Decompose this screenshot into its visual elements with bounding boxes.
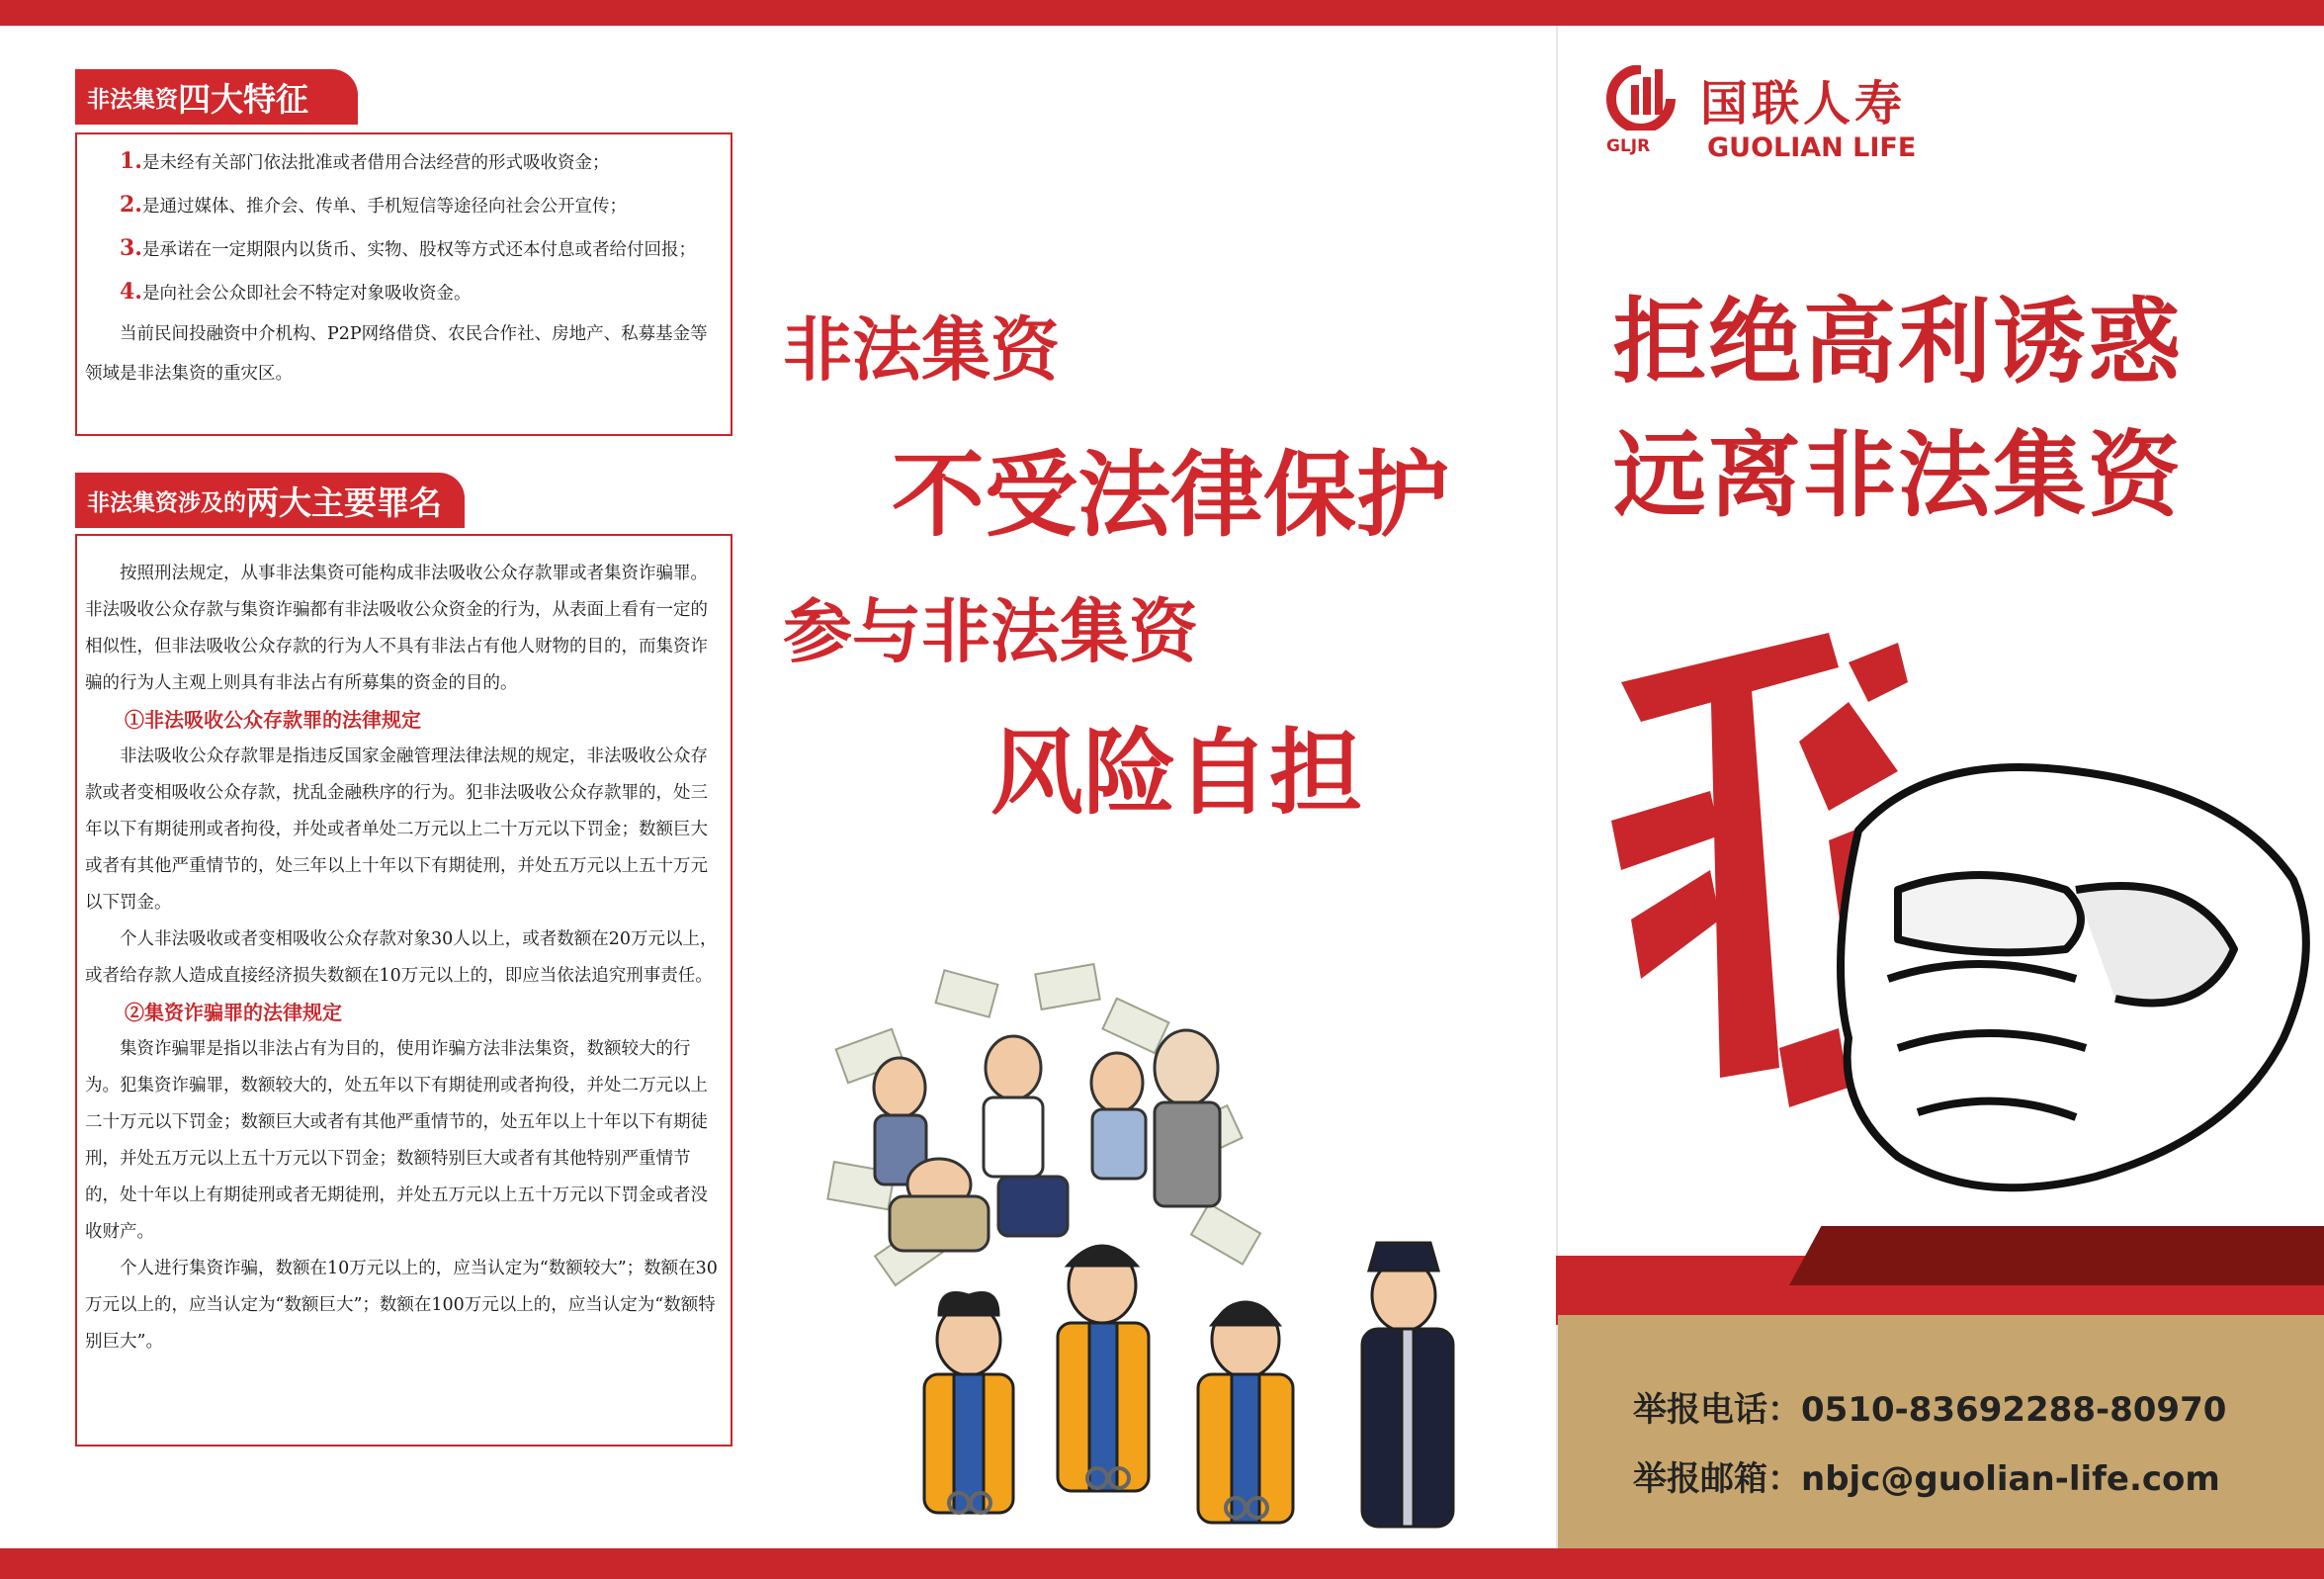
sub2-title: ②集资诈骗罪的法律规定 — [125, 1001, 342, 1024]
report-phone-label: 举报电话： — [1633, 1390, 1801, 1430]
slogan-line1: 非法集资 — [783, 309, 1060, 391]
feature-item: 2.是通过媒体、推介会、传单、手机短信等途径向社会公开宣传； — [120, 192, 627, 218]
section1-title-small: 非法集资 — [87, 86, 178, 113]
bottom-band — [0, 1548, 2324, 1579]
slogan-line2: 不受法律保护 — [892, 442, 1450, 550]
slogan-line4: 风险自担 — [990, 720, 1363, 828]
crimes-intro: 按照刑法规定，从事非法集资可能构成非法吸收公众存款罪或者集资诈骗罪。非法吸收公众存款与集资诈骗都有非法吸收公众资金的行为，从表面上看有一定的相似性，但非法吸收公众存款的行为人不具有非法占有他人财物的目的，而集资诈骗的行为人主观上则具有非法占有所募集的资金的目的。 — [85, 564, 708, 693]
section2-title-large: 两大主要罪名 — [246, 482, 442, 522]
logo-en: GUOLIAN LIFE — [1707, 132, 1917, 163]
report-email-label: 举报邮箱： — [1633, 1459, 1801, 1499]
report-email — [1633, 1451, 2220, 1500]
logo-mark-icon — [1601, 65, 1682, 131]
sub1-title: ①非法吸收公众存款罪的法律规定 — [125, 708, 421, 732]
section2-title-small: 非法集资涉及的 — [87, 489, 246, 516]
sub2-paragraph: 集资诈骗罪是指以非法占有为目的，使用诈骗方法非法集资，数额较大的行为。犯集资诈骗罪，数额较大的，处五年以下有期徒刑或者拘役，并处二万元以上二十万元以下罚金；数额巨大或者有其他严重情节的，处五年以上十年以下有期徒刑，并处五万元以上五十万元以下罚金；数额特别巨大或者有其他特别严重情节的，处十年以上有期徒刑或者无期徒刑，并处五万元以上五十万元以下罚金或者没收财产。 — [85, 1039, 708, 1242]
top-band — [0, 0, 2324, 26]
section2-header — [75, 473, 465, 528]
section1-box — [75, 132, 732, 436]
logo — [1596, 65, 1972, 164]
feature-item: 1.是未经有关部门依法批准或者借用合法经营的形式吸收资金； — [120, 148, 610, 174]
sub1-paragraph: 个人非法吸收或者变相吸收公众存款对象30人以上，或者数额在20万元以上，或者给存款人造成直接经济损失数额在10万元以上的，即应当依法追究刑事责任。 — [85, 929, 718, 986]
cover-title-line1: 拒绝高利诱惑 — [1613, 289, 2184, 396]
feature-item: 4.是向社会公众即社会不特定对象吸收资金。 — [120, 279, 472, 305]
feature-note: 当前民间投融资中介机构、P2P网络借贷、农民合作社、房地产、私募基金等领域是非法集资的重灾区。 — [85, 324, 708, 384]
feature-item: 3.是承诺在一定期限内以货币、实物、股权等方式还本付息或者给付回报； — [120, 235, 696, 261]
logo-cn: 国联人寿 — [1700, 76, 1907, 132]
section1-title-large: 四大特征 — [178, 79, 308, 119]
logo-abbr: GLJR — [1606, 136, 1651, 156]
contact-ribbon-fold — [1789, 1226, 2324, 1285]
report-phone — [1633, 1382, 2226, 1431]
report-phone-number[interactable]: 0510-83692288-80970 — [1801, 1390, 2227, 1430]
report-email-address[interactable]: nbjc@guolian-life.com — [1801, 1459, 2220, 1499]
fist-illustration — [1601, 623, 2324, 1236]
sub2-paragraph: 个人进行集资诈骗，数额在10万元以上的，应当认定为“数额较大”；数额在30万元以上的，应当认定为“数额巨大”；数额在100万元以上的，应当认定为“数额特别巨大”。 — [85, 1259, 718, 1352]
section1-header — [75, 69, 358, 125]
sub1-paragraph: 非法吸收公众存款罪是指违反国家金融管理法律法规的规定，非法吸收公众存款或者变相吸收公众存款，扰乱金融秩序的行为。犯非法吸收公众存款罪的，处三年以下有期徒刑或者拘役，并处或者单处二万元以上二十万元以下罚金；数额巨大或者有其他严重情节的，处三年以上十年以下有期徒刑，并处五万元以上五十万元以下罚金。 — [85, 746, 708, 913]
section2-box — [75, 534, 732, 1447]
cover-title-line2: 远离非法集资 — [1613, 422, 2184, 530]
cartoon-illustration — [820, 949, 1552, 1548]
contact-panel — [1558, 1315, 2324, 1548]
slogan-line3: 参与非法集资 — [783, 591, 1198, 672]
